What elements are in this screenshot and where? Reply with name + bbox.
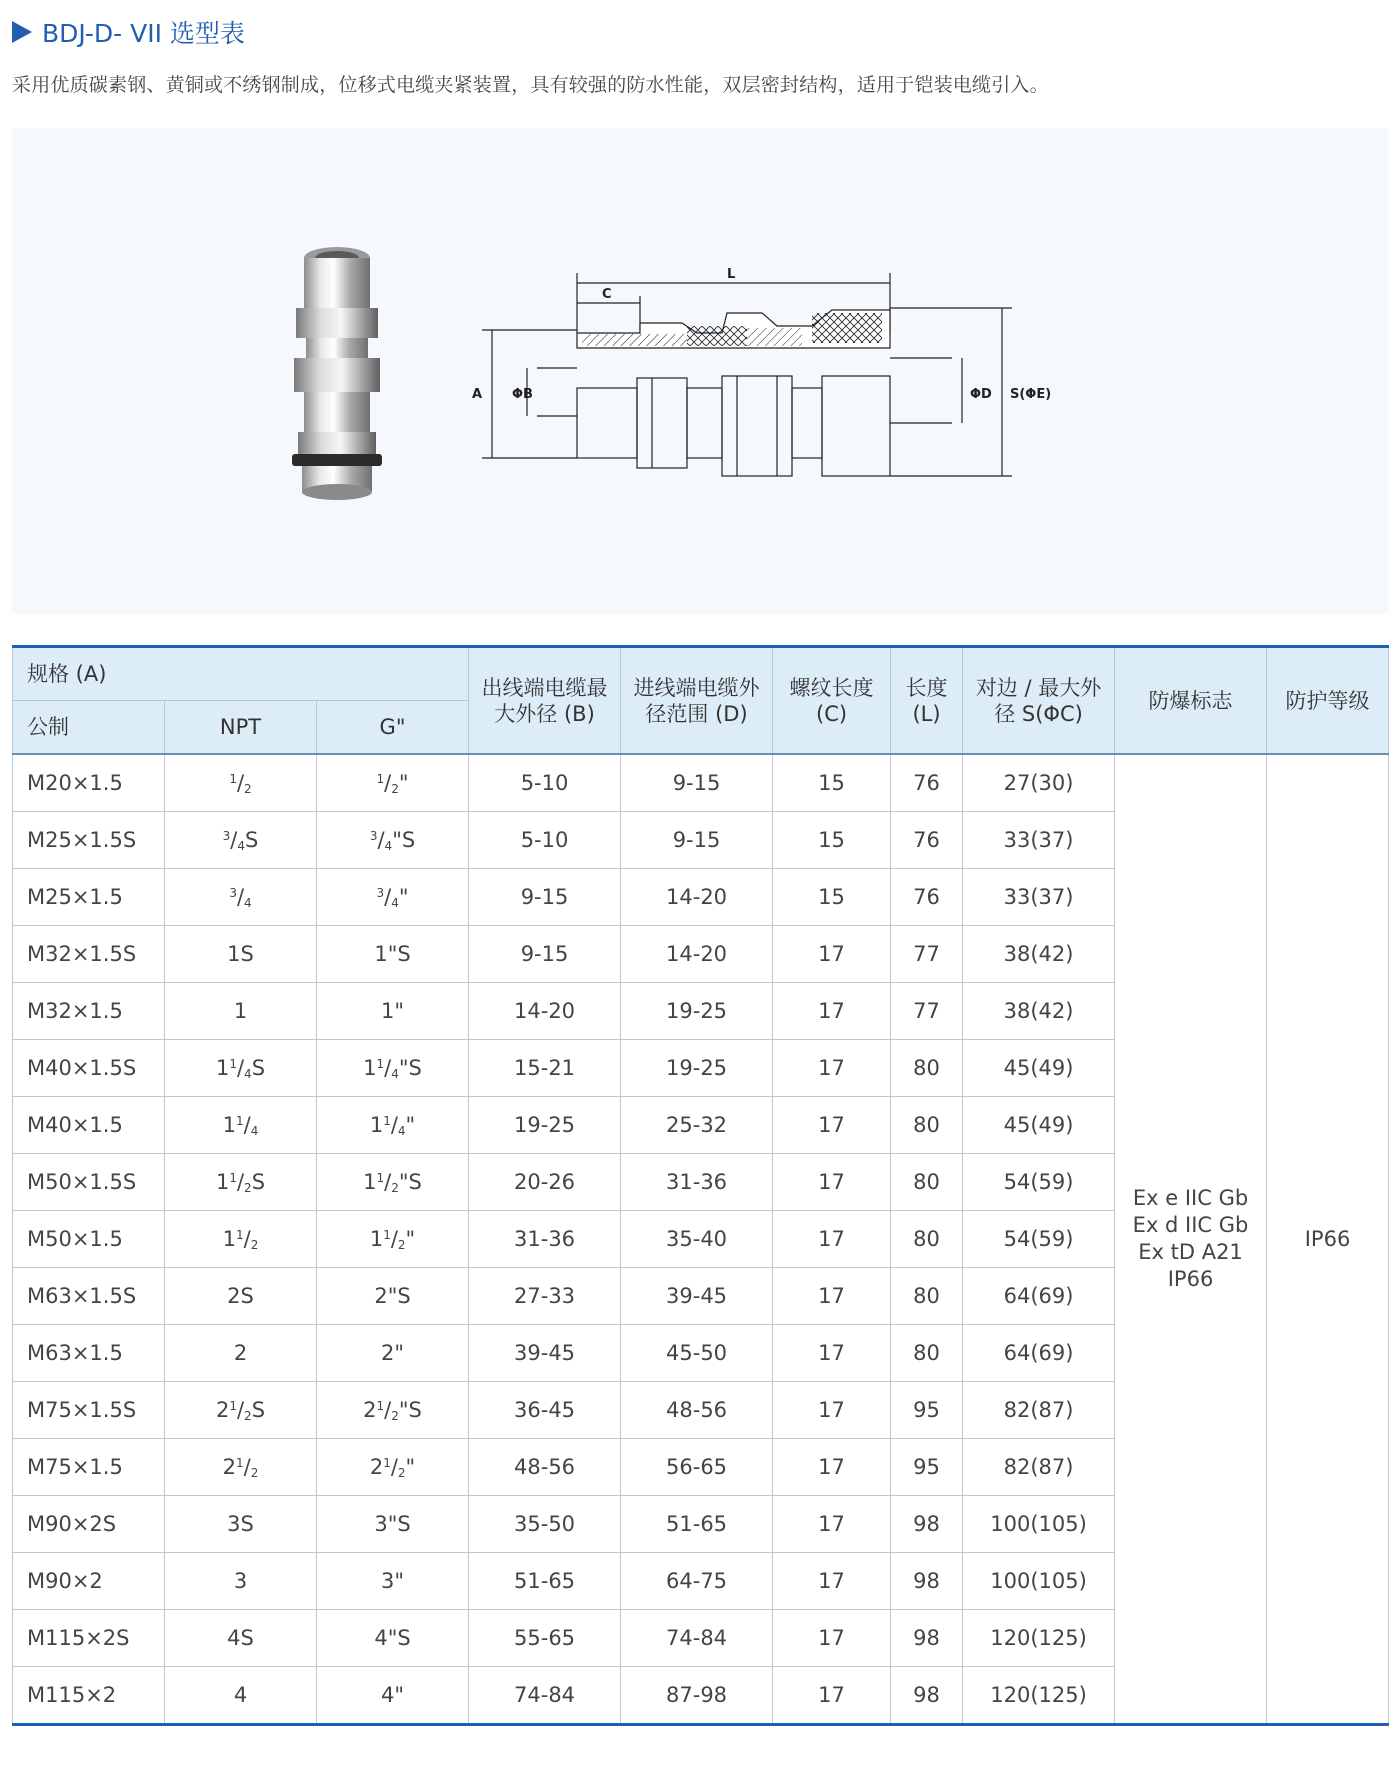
cell-b: 55-65 bbox=[469, 1610, 621, 1667]
cell-d: 19-25 bbox=[621, 1040, 773, 1097]
cell-b: 9-15 bbox=[469, 926, 621, 983]
cell-l: 77 bbox=[891, 926, 963, 983]
cell-d: 45-50 bbox=[621, 1325, 773, 1382]
suffix: " bbox=[405, 1226, 416, 1251]
fraction-slash: / bbox=[236, 1055, 245, 1080]
denominator: 4 bbox=[391, 895, 399, 910]
suffix: "S bbox=[398, 1169, 422, 1194]
cell-metric: M63×1.5 bbox=[13, 1325, 165, 1382]
whole-part: 1 bbox=[369, 1112, 384, 1137]
label-phiB: ΦB bbox=[512, 387, 533, 402]
fraction-slash: / bbox=[243, 1454, 251, 1479]
fraction-slash: / bbox=[236, 1397, 245, 1422]
fraction-slash: / bbox=[243, 1112, 251, 1137]
cell-c: 17 bbox=[773, 1040, 891, 1097]
cell-d: 25-32 bbox=[621, 1097, 773, 1154]
whole-part: 1S bbox=[227, 941, 254, 966]
dimension-drawing bbox=[472, 258, 1162, 558]
whole-part: 1 bbox=[215, 1055, 230, 1080]
numerator: 3 bbox=[222, 828, 231, 843]
cell-s: 33(37) bbox=[963, 869, 1115, 926]
label-L: L bbox=[727, 267, 736, 282]
cell-c: 15 bbox=[773, 754, 891, 812]
whole-part: 1 bbox=[363, 1169, 377, 1194]
ex-mark-line: Ex d IIC Gb bbox=[1132, 1213, 1249, 1237]
cell-l: 76 bbox=[891, 754, 963, 812]
denominator: 4 bbox=[237, 838, 245, 853]
cell-l: 95 bbox=[891, 1382, 963, 1439]
cell-s: 54(59) bbox=[963, 1211, 1115, 1268]
numerator: 1 bbox=[376, 1398, 385, 1413]
cell-g bbox=[317, 1268, 469, 1325]
cell-npt bbox=[165, 1097, 317, 1154]
cell-c: 17 bbox=[773, 1211, 891, 1268]
cell-s: 38(42) bbox=[963, 983, 1115, 1040]
cell-npt bbox=[165, 1211, 317, 1268]
cell-metric: M63×1.5S bbox=[13, 1268, 165, 1325]
whole-part: 3" bbox=[381, 1568, 405, 1593]
fraction-slash: / bbox=[384, 1169, 392, 1194]
suffix: "S bbox=[392, 827, 416, 852]
ex-mark-line: Ex e IIC Gb bbox=[1132, 1186, 1249, 1210]
label-S: S(ΦE) bbox=[1010, 387, 1052, 402]
cell-d: 74-84 bbox=[621, 1610, 773, 1667]
cell-c: 17 bbox=[773, 983, 891, 1040]
cell-c: 17 bbox=[773, 1553, 891, 1610]
numerator: 1 bbox=[229, 1056, 237, 1071]
cell-g bbox=[317, 1211, 469, 1268]
cell-d: 35-40 bbox=[621, 1211, 773, 1268]
suffix: " bbox=[405, 1112, 416, 1137]
cell-l: 98 bbox=[891, 1496, 963, 1553]
cell-g bbox=[317, 1040, 469, 1097]
denominator: 2 bbox=[244, 781, 252, 796]
whole-part: 1"S bbox=[374, 941, 411, 966]
cell-d: 19-25 bbox=[621, 983, 773, 1040]
whole-part: 2"S bbox=[374, 1283, 411, 1308]
header-b: 出线端电缆最大外径 (B) bbox=[469, 647, 621, 755]
numerator: 3 bbox=[369, 828, 378, 843]
cell-d: 56-65 bbox=[621, 1439, 773, 1496]
denominator: 2 bbox=[397, 1237, 406, 1252]
numerator: 1 bbox=[383, 1227, 391, 1242]
numerator: 1 bbox=[236, 1113, 244, 1128]
denominator: 2 bbox=[397, 1465, 406, 1480]
cell-l: 80 bbox=[891, 1325, 963, 1382]
cell-npt bbox=[165, 1268, 317, 1325]
whole-part: 4"S bbox=[374, 1625, 411, 1650]
whole-part: 1 bbox=[363, 1055, 377, 1080]
selection-table bbox=[12, 645, 1389, 1726]
cell-l: 77 bbox=[891, 983, 963, 1040]
cell-metric: M50×1.5 bbox=[13, 1211, 165, 1268]
cell-l: 98 bbox=[891, 1667, 963, 1725]
cell-metric: M75×1.5 bbox=[13, 1439, 165, 1496]
denominator: 2 bbox=[250, 1465, 259, 1480]
cable-gland-photo bbox=[282, 244, 392, 504]
cell-l: 80 bbox=[891, 1268, 963, 1325]
triangle-bullet-icon bbox=[12, 21, 32, 43]
numerator: 1 bbox=[383, 1455, 391, 1470]
suffix: " bbox=[405, 1454, 416, 1479]
cell-g bbox=[317, 754, 469, 812]
cell-g bbox=[317, 812, 469, 869]
numerator: 1 bbox=[229, 1398, 237, 1413]
numerator: 1 bbox=[376, 1170, 385, 1185]
cell-npt bbox=[165, 1496, 317, 1553]
suffix: S bbox=[245, 827, 259, 852]
suffix: S bbox=[251, 1169, 266, 1194]
product-description: 采用优质碳素钢、黄铜或不绣钢制成，位移式电缆夹紧装置，具有较强的防水性能，双层密封结构，适用于铠装电缆引入。 bbox=[12, 74, 1049, 96]
cell-b: 35-50 bbox=[469, 1496, 621, 1553]
section-title bbox=[12, 12, 245, 52]
table-row bbox=[13, 754, 1389, 812]
cell-d: 31-36 bbox=[621, 1154, 773, 1211]
cell-g bbox=[317, 1667, 469, 1725]
cell-metric: M40×1.5S bbox=[13, 1040, 165, 1097]
fraction-slash: / bbox=[390, 1112, 398, 1137]
whole-part: 2 bbox=[233, 1340, 248, 1365]
cell-ex-marks bbox=[1115, 754, 1267, 1725]
whole-part: 1 bbox=[215, 1169, 230, 1194]
cell-s: 38(42) bbox=[963, 926, 1115, 983]
cell-b: 74-84 bbox=[469, 1667, 621, 1725]
suffix: S bbox=[251, 1055, 266, 1080]
cell-b: 27-33 bbox=[469, 1268, 621, 1325]
cell-s: 82(87) bbox=[963, 1382, 1115, 1439]
cell-npt bbox=[165, 1553, 317, 1610]
denominator: 4 bbox=[250, 1123, 259, 1138]
cell-c: 15 bbox=[773, 812, 891, 869]
whole-part: 2 bbox=[363, 1397, 377, 1422]
numerator: 1 bbox=[376, 771, 385, 786]
label-A: A bbox=[472, 387, 483, 402]
whole-part: 1 bbox=[233, 998, 248, 1023]
cell-b: 19-25 bbox=[469, 1097, 621, 1154]
whole-part: 2" bbox=[381, 1340, 405, 1365]
whole-part: 2S bbox=[227, 1283, 254, 1308]
cell-g bbox=[317, 1553, 469, 1610]
suffix: "S bbox=[398, 1397, 422, 1422]
cell-l: 80 bbox=[891, 1211, 963, 1268]
denominator: 4 bbox=[244, 895, 252, 910]
cell-metric: M32×1.5S bbox=[13, 926, 165, 983]
title-text: BDJ-D- VII 选型表 bbox=[42, 19, 245, 48]
cell-s: 82(87) bbox=[963, 1439, 1115, 1496]
cell-ip-rating: IP66 bbox=[1267, 754, 1389, 1725]
whole-part: 4" bbox=[381, 1682, 405, 1707]
header-spec: 规格 (A) bbox=[13, 647, 469, 701]
cell-npt bbox=[165, 1667, 317, 1725]
cell-npt bbox=[165, 983, 317, 1040]
cell-l: 76 bbox=[891, 812, 963, 869]
cell-c: 17 bbox=[773, 1325, 891, 1382]
whole-part: 1 bbox=[369, 1226, 384, 1251]
cell-l: 76 bbox=[891, 869, 963, 926]
suffix: " bbox=[398, 884, 409, 909]
fraction-slash: / bbox=[390, 1226, 398, 1251]
fraction-slash: / bbox=[384, 770, 392, 795]
cell-s: 120(125) bbox=[963, 1667, 1115, 1725]
fraction-slash: / bbox=[243, 1226, 251, 1251]
numerator: 1 bbox=[376, 1056, 385, 1071]
cell-b: 5-10 bbox=[469, 754, 621, 812]
cell-npt bbox=[165, 869, 317, 926]
cell-s: 54(59) bbox=[963, 1154, 1115, 1211]
cell-l: 98 bbox=[891, 1610, 963, 1667]
cell-b: 51-65 bbox=[469, 1553, 621, 1610]
cell-g bbox=[317, 926, 469, 983]
cell-s: 64(69) bbox=[963, 1325, 1115, 1382]
cell-c: 17 bbox=[773, 1439, 891, 1496]
cell-b: 5-10 bbox=[469, 812, 621, 869]
cell-c: 17 bbox=[773, 926, 891, 983]
cell-s: 33(37) bbox=[963, 812, 1115, 869]
cell-metric: M90×2 bbox=[13, 1553, 165, 1610]
whole-part: 3S bbox=[227, 1511, 254, 1536]
cell-c: 17 bbox=[773, 1667, 891, 1725]
cell-g bbox=[317, 869, 469, 926]
cell-g bbox=[317, 1610, 469, 1667]
cell-b: 14-20 bbox=[469, 983, 621, 1040]
cell-s: 100(105) bbox=[963, 1496, 1115, 1553]
whole-part: 3 bbox=[233, 1568, 248, 1593]
cell-s: 45(49) bbox=[963, 1040, 1115, 1097]
cell-npt bbox=[165, 1439, 317, 1496]
fraction-slash: / bbox=[384, 1397, 392, 1422]
cell-g bbox=[317, 1496, 469, 1553]
cell-npt bbox=[165, 1610, 317, 1667]
cell-npt bbox=[165, 926, 317, 983]
denominator: 2 bbox=[250, 1237, 259, 1252]
whole-part: 2 bbox=[369, 1454, 384, 1479]
fraction-slash: / bbox=[236, 884, 245, 909]
header-c: 螺纹长度 (C) bbox=[773, 647, 891, 755]
cell-npt bbox=[165, 754, 317, 812]
header-metric: 公制 bbox=[13, 701, 165, 755]
denominator: 2 bbox=[391, 781, 399, 796]
numerator: 3 bbox=[376, 885, 385, 900]
cell-npt bbox=[165, 812, 317, 869]
fraction-slash: / bbox=[390, 1454, 398, 1479]
cell-g bbox=[317, 1439, 469, 1496]
denominator: 4 bbox=[384, 838, 393, 853]
cell-d: 39-45 bbox=[621, 1268, 773, 1325]
denominator: 2 bbox=[244, 1180, 252, 1195]
cell-s: 45(49) bbox=[963, 1097, 1115, 1154]
cell-metric: M75×1.5S bbox=[13, 1382, 165, 1439]
header-ip: 防护等级 bbox=[1267, 647, 1389, 755]
cell-d: 51-65 bbox=[621, 1496, 773, 1553]
numerator: 1 bbox=[236, 1227, 244, 1242]
label-C: C bbox=[602, 287, 612, 302]
cell-l: 95 bbox=[891, 1439, 963, 1496]
denominator: 2 bbox=[391, 1180, 399, 1195]
numerator: 1 bbox=[383, 1113, 391, 1128]
header-l: 长度 (L) bbox=[891, 647, 963, 755]
cell-b: 48-56 bbox=[469, 1439, 621, 1496]
suffix: " bbox=[398, 770, 409, 795]
suffix: S bbox=[251, 1397, 266, 1422]
cell-c: 17 bbox=[773, 1154, 891, 1211]
numerator: 1 bbox=[236, 1455, 244, 1470]
fraction-slash: / bbox=[236, 770, 245, 795]
denominator: 2 bbox=[244, 1408, 252, 1423]
fraction-slash: / bbox=[384, 1055, 392, 1080]
header-npt: NPT bbox=[165, 701, 317, 755]
fraction-slash: / bbox=[230, 827, 238, 852]
numerator: 1 bbox=[229, 771, 237, 786]
cell-b: 15-21 bbox=[469, 1040, 621, 1097]
cell-metric: M32×1.5 bbox=[13, 983, 165, 1040]
cell-metric: M40×1.5 bbox=[13, 1097, 165, 1154]
cell-s: 27(30) bbox=[963, 754, 1115, 812]
cell-b: 36-45 bbox=[469, 1382, 621, 1439]
cell-s: 64(69) bbox=[963, 1268, 1115, 1325]
whole-part: 1 bbox=[222, 1112, 236, 1137]
cell-metric: M25×1.5 bbox=[13, 869, 165, 926]
cell-npt bbox=[165, 1154, 317, 1211]
cell-c: 17 bbox=[773, 1097, 891, 1154]
numerator: 3 bbox=[229, 885, 237, 900]
header-s: 对边 / 最大外径 S(ΦC) bbox=[963, 647, 1115, 755]
denominator: 2 bbox=[391, 1408, 399, 1423]
cell-b: 31-36 bbox=[469, 1211, 621, 1268]
cell-c: 17 bbox=[773, 1496, 891, 1553]
cell-b: 9-15 bbox=[469, 869, 621, 926]
whole-part: 4 bbox=[233, 1682, 248, 1707]
cell-metric: M115×2S bbox=[13, 1610, 165, 1667]
cell-d: 14-20 bbox=[621, 926, 773, 983]
fraction-slash: / bbox=[236, 1169, 245, 1194]
denominator: 4 bbox=[391, 1066, 399, 1081]
cell-g bbox=[317, 1325, 469, 1382]
cell-l: 98 bbox=[891, 1553, 963, 1610]
cell-g bbox=[317, 1382, 469, 1439]
cell-metric: M20×1.5 bbox=[13, 754, 165, 812]
cell-metric: M90×2S bbox=[13, 1496, 165, 1553]
suffix: "S bbox=[398, 1055, 422, 1080]
header-g: G" bbox=[317, 701, 469, 755]
cell-l: 80 bbox=[891, 1040, 963, 1097]
whole-part: 2 bbox=[222, 1454, 236, 1479]
cell-d: 14-20 bbox=[621, 869, 773, 926]
whole-part: 3"S bbox=[374, 1511, 411, 1536]
whole-part: 1" bbox=[381, 998, 405, 1023]
cell-s: 100(105) bbox=[963, 1553, 1115, 1610]
header-d: 进线端电缆外径范围 (D) bbox=[621, 647, 773, 755]
cell-d: 64-75 bbox=[621, 1553, 773, 1610]
cell-l: 80 bbox=[891, 1154, 963, 1211]
cell-b: 20-26 bbox=[469, 1154, 621, 1211]
cell-c: 15 bbox=[773, 869, 891, 926]
label-phiD: ΦD bbox=[970, 387, 992, 402]
header-ex: 防爆标志 bbox=[1115, 647, 1267, 755]
cell-metric: M115×2 bbox=[13, 1667, 165, 1725]
cell-metric: M25×1.5S bbox=[13, 812, 165, 869]
cell-b: 39-45 bbox=[469, 1325, 621, 1382]
cell-npt bbox=[165, 1040, 317, 1097]
cell-g bbox=[317, 1154, 469, 1211]
whole-part: 1 bbox=[222, 1226, 236, 1251]
cell-npt bbox=[165, 1382, 317, 1439]
whole-part: 2 bbox=[215, 1397, 230, 1422]
fraction-slash: / bbox=[384, 884, 392, 909]
cell-d: 9-15 bbox=[621, 754, 773, 812]
cell-c: 17 bbox=[773, 1610, 891, 1667]
cell-c: 17 bbox=[773, 1268, 891, 1325]
ex-mark-line: Ex tD A21 IP66 bbox=[1138, 1240, 1243, 1291]
cell-metric: M50×1.5S bbox=[13, 1154, 165, 1211]
fraction-slash: / bbox=[377, 827, 385, 852]
product-figure-panel bbox=[12, 128, 1388, 614]
cell-npt bbox=[165, 1325, 317, 1382]
whole-part: 4S bbox=[227, 1625, 254, 1650]
denominator: 4 bbox=[244, 1066, 252, 1081]
cell-d: 87-98 bbox=[621, 1667, 773, 1725]
cell-l: 80 bbox=[891, 1097, 963, 1154]
denominator: 4 bbox=[397, 1123, 406, 1138]
cell-g bbox=[317, 1097, 469, 1154]
cell-d: 9-15 bbox=[621, 812, 773, 869]
table-body bbox=[13, 754, 1389, 1725]
cell-s: 120(125) bbox=[963, 1610, 1115, 1667]
cell-g bbox=[317, 983, 469, 1040]
cell-c: 17 bbox=[773, 1382, 891, 1439]
cell-d: 48-56 bbox=[621, 1382, 773, 1439]
numerator: 1 bbox=[229, 1170, 237, 1185]
